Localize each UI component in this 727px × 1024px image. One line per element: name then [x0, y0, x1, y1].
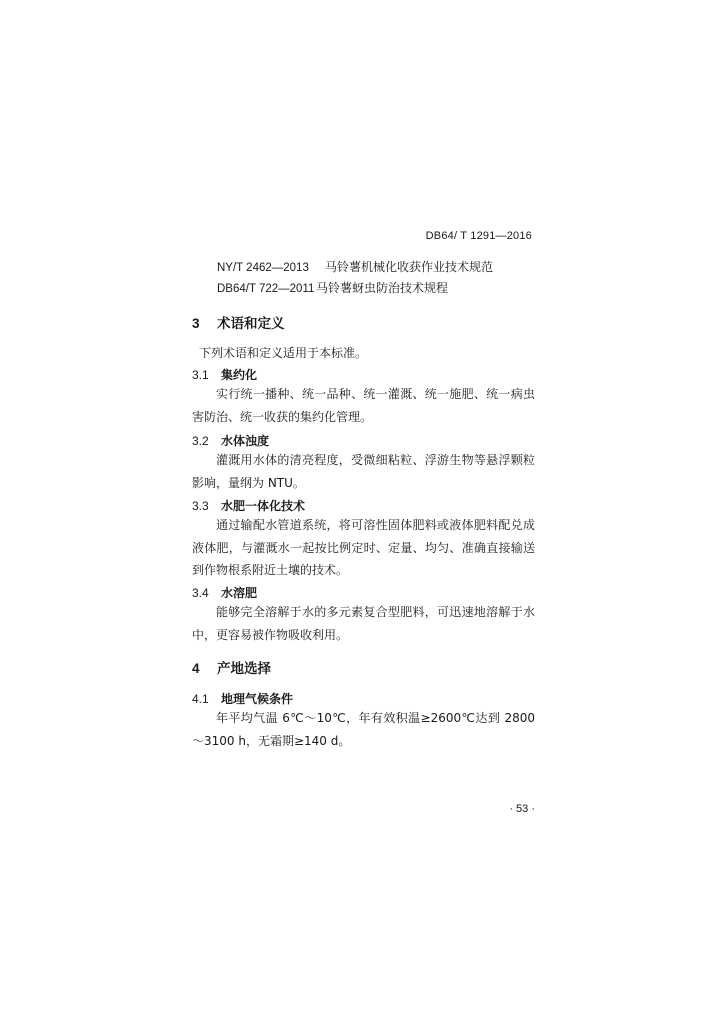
term-title: 集约化	[221, 368, 258, 382]
standard-header: DB64/ T 1291—2016	[425, 230, 532, 242]
reference-code: NY/T 2462—2013	[217, 262, 309, 274]
subsection-text: 年平均气温 6℃～10℃，年有效积温≥2600℃达到 2800～3100 h，无霜期≥140 d。	[192, 711, 535, 748]
term-definition: 能够完全溶解于水的多元素复合型肥料，可迅速地溶解于水中，更容易被作物吸收利用。	[192, 605, 535, 642]
term-number: 3.1	[192, 368, 209, 382]
term-title: 水溶肥	[221, 586, 258, 600]
term-title: 水体浊度	[221, 434, 270, 448]
section-title: 产地选择	[217, 661, 271, 677]
reference-title: 马铃薯蚜虫防治技术规程	[316, 281, 449, 295]
subsection-number: 4.1	[192, 692, 209, 706]
section-number: 3	[192, 316, 200, 331]
term-number: 3.4	[192, 586, 209, 600]
section-heading	[192, 312, 285, 332]
page-number: · 53 ·	[509, 803, 535, 815]
term-title: 水肥一体化技术	[221, 499, 306, 513]
subsection-title: 地理气候条件	[221, 692, 294, 706]
term-definition: 实行统一播种、统一品种、统一灌溉、统一施肥、统一病虫害防治、统一收获的集约化管理。	[192, 387, 535, 424]
term-heading	[192, 584, 257, 601]
term-number: 3.2	[192, 434, 209, 448]
section-number: 4	[192, 661, 200, 676]
term-heading	[192, 432, 269, 449]
term-heading	[192, 497, 305, 514]
section-intro: 下列术语和定义适用于本标准。	[199, 346, 368, 360]
reference-line	[217, 258, 493, 275]
section-heading	[192, 657, 271, 677]
section-title: 术语和定义	[217, 316, 285, 332]
reference-title: 马铃薯机械化收获作业技术规范	[325, 260, 494, 274]
term-definition: 灌溉用水体的清亮程度，受微细粘粒、浮游生物等悬浮颗粒影响，量纲为 NTU。	[192, 453, 535, 490]
term-definition: 通过输配水管道系统，将可溶性固体肥料或液体肥料配兑成液体肥，与灌溉水一起按比例定时、定量、均匀、准确直接输送到作物根系附近土壤的技术。	[192, 518, 535, 577]
subsection-heading	[192, 690, 293, 707]
term-heading	[192, 366, 257, 383]
term-number: 3.3	[192, 499, 209, 513]
reference-code: DB64/T 722—2011	[217, 283, 315, 295]
reference-line	[217, 279, 448, 296]
